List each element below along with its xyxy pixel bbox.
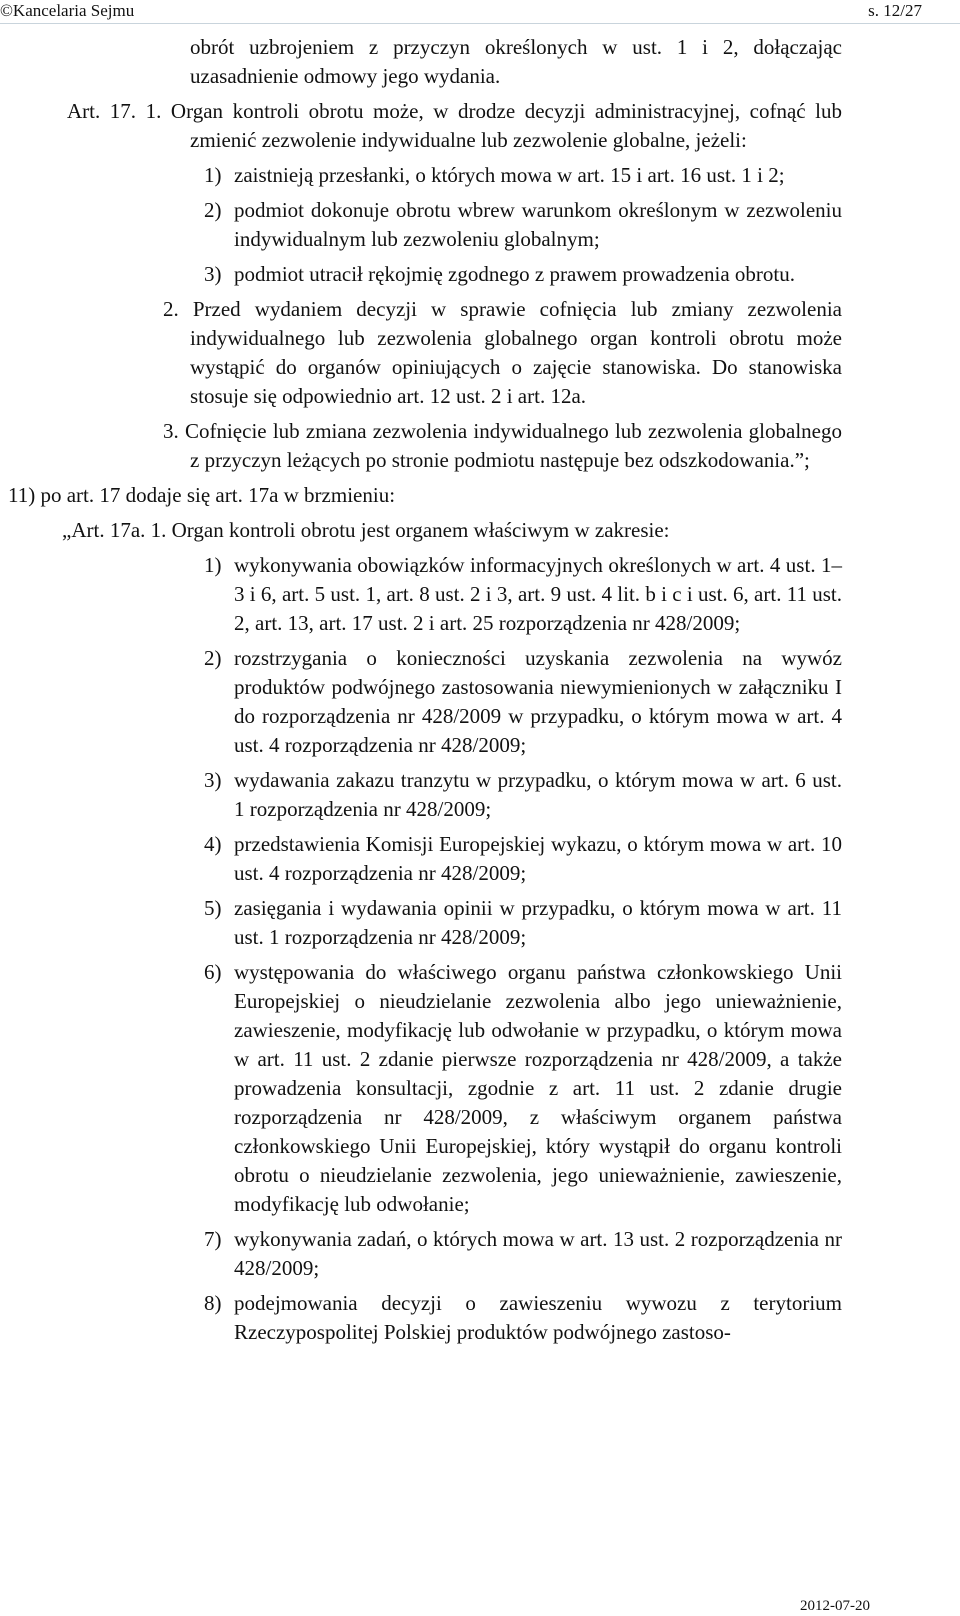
art17-list [0, 161, 960, 289]
list-item-text: wydawania zakazu tranzytu w przypadku, o którym mowa w art. 6 ust. 1 rozporządzenia nr 428/2009; [234, 768, 842, 821]
art17-list-item-2 [204, 196, 842, 254]
list-item-number: 6) [204, 960, 222, 984]
art17-paragraph-1: Art. 17. 1. Organ kontroli obrotu może, w drodze decyzji administracyjnej, cofnąć lub zmienić zezwolenie indywidualne lub zezwolenie globalne, jeżeli: [67, 99, 842, 152]
list-item-text: wykonywania zadań, o których mowa w art. 13 ust. 2 rozporządzenia nr 428/2009; [234, 1227, 842, 1280]
list-item-number: 1) [204, 553, 222, 577]
amendment-point-11: 11) po art. 17 dodaje się art. 17a w brzmieniu: [8, 483, 396, 507]
art17-list-item-3 [204, 260, 842, 289]
art17-paragraph-3: 3. Cofnięcie lub zmiana zezwolenia indywidualnego lub zezwolenia globalnego z przyczyn leżących po stronie podmiotu następuje bez odszkodowania.”; [163, 419, 842, 472]
list-item-text: zasięgania i wydawania opinii w przypadku, o którym mowa w art. 11 ust. 1 rozporządzenia nr 428/2009; [234, 896, 842, 949]
list-item-number: 4) [204, 832, 222, 856]
art17a-list-item-8 [204, 1289, 842, 1347]
header-source: ©Kancelaria Sejmu [0, 1, 135, 20]
art17a-list-item-4 [204, 830, 842, 888]
list-item-number: 2) [204, 646, 222, 670]
list-item-number: 2) [204, 198, 222, 222]
list-item-text: podmiot dokonuje obrotu wbrew warunkom określonym w zezwoleniu indywidualnym lub zezwoleniu globalnym; [234, 198, 842, 251]
art17a-list-item-1 [204, 551, 842, 638]
list-item-number: 1) [204, 163, 222, 187]
header-divider [0, 23, 960, 24]
header-page-number: s. 12/27 [868, 1, 922, 20]
art17a-list-item-3 [204, 766, 842, 824]
list-item-text: przedstawienia Komisji Europejskiej wykazu, o którym mowa w art. 10 ust. 4 rozporządzenia nr 428/2009; [234, 832, 842, 885]
paragraph-continuation: obrót uzbrojeniem z przyczyn określonych w ust. 1 i 2, dołączając uzasadnienie odmowy jego wydania. [190, 35, 842, 88]
list-item-number: 3) [204, 768, 222, 792]
list-item-text: podmiot utracił rękojmię zgodnego z prawem prowadzenia obrotu. [234, 262, 795, 286]
art17a-list-item-5 [204, 894, 842, 952]
list-item-text: podejmowania decyzji o zawieszeniu wywozu z terytorium Rzeczypospolitej Polskiej produktów podwójnego zastoso- [234, 1291, 842, 1344]
art17a-list-item-2 [204, 644, 842, 760]
list-item-text: zaistnieją przesłanki, o których mowa w art. 15 i art. 16 ust. 1 i 2; [234, 163, 785, 187]
list-item-number: 8) [204, 1291, 222, 1315]
art17a-list-item-6 [204, 958, 842, 1219]
art17a-paragraph-1: „Art. 17a. 1. Organ kontroli obrotu jest organem właściwym w zakresie: [62, 518, 670, 542]
list-item-number: 3) [204, 262, 222, 286]
art17a-list-item-7 [204, 1225, 842, 1283]
art17-list-item-1 [204, 161, 842, 190]
list-item-text: rozstrzygania o konieczności uzyskania zezwolenia na wywóz produktów podwójnego zastosowania niewymienionych w załączniku I do rozporządzenia nr 428/2009 w przypadku, o którym mowa w art. 4 ust. 4 rozporządzenia nr 428/2009; [234, 646, 842, 757]
art17a-list [0, 551, 960, 1347]
list-item-number: 5) [204, 896, 222, 920]
footer-date: 2012-07-20 [800, 1598, 870, 1614]
art17-paragraph-2: 2. Przed wydaniem decyzji w sprawie cofnięcia lub zmiany zezwolenia indywidualnego lub zezwolenia globalnego organ kontroli obrotu może wystąpić do organów opiniujących o zajęcie stanowiska. Do stanowiska stosuje się odpowiednio art. 12 ust. 2 i art. 12a. [163, 297, 842, 408]
list-item-number: 7) [204, 1227, 222, 1251]
list-item-text: występowania do właściwego organu państwa członkowskiego Unii Europejskiej o nieudzielanie zezwolenia albo jego unieważnienie, zawieszenie, modyfikację lub odwołanie w przypadku, o którym mowa w art. 11 ust. 2 zdanie pierwsze rozporządzenia nr 428/2009, a także prowadzenia konsultacji, zgodnie z art. 11 ust. 2 zdanie drugie rozporządzenia nr 428/2009, z właściwym organem państwa członkowskiego Unii Europejskiej, który wystąpił do organu kontroli obrotu o nieudzielanie zezwolenia, jego unieważnienie, zawieszenie, modyfikację lub odwołanie; [234, 960, 842, 1216]
document-body [0, 33, 960, 1347]
list-item-text: wykonywania obowiązków informacyjnych określonych w art. 4 ust. 1–3 i 6, art. 5 ust. 1, art. 8 ust. 2 i 3, art. 9 ust. 4 lit. b i c i ust. 6, art. 11 ust. 2, art. 13, art. 17 ust. 2 i art. 25 rozporządzenia nr 428/2009; [234, 553, 842, 635]
